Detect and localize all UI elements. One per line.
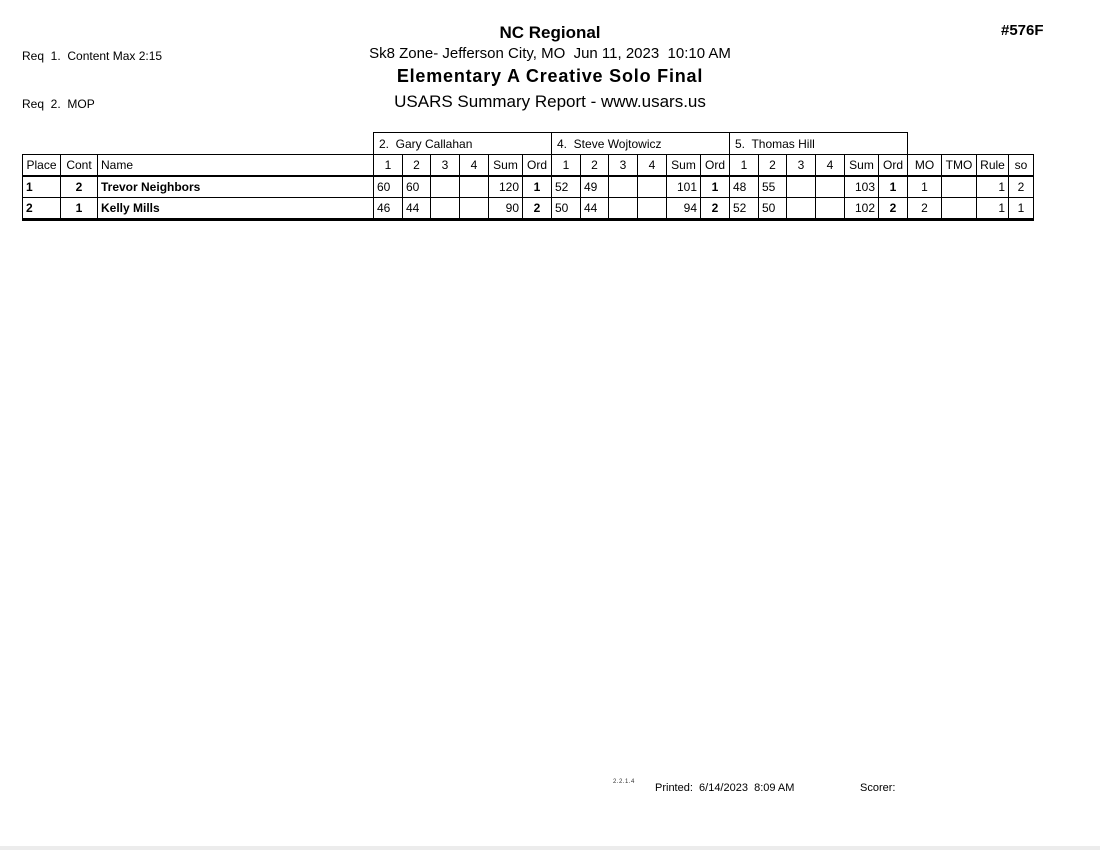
j2-score1-header: 1 (552, 155, 581, 177)
event-title: Elementary A Creative Solo Final (396, 66, 704, 86)
scorer-label: Scorer: (860, 782, 896, 794)
cont-header: Cont (61, 155, 98, 177)
sum-cell: 120 (489, 176, 523, 198)
j2-score3-header: 3 (609, 155, 638, 177)
score-cell: 44 (581, 198, 609, 220)
score-cell (816, 176, 845, 198)
sum-cell: 103 (845, 176, 879, 198)
score-cell (638, 176, 667, 198)
mo-header: MO (908, 155, 942, 177)
j1-score3-header: 3 (431, 155, 460, 177)
j1-sum-header: Sum (489, 155, 523, 177)
j3-score2-header: 2 (759, 155, 787, 177)
j2-ord-header: Ord (701, 155, 730, 177)
result-row (23, 198, 1034, 220)
score-cell: 52 (552, 176, 581, 198)
skater-name: Trevor Neighbors (98, 176, 374, 198)
j3-score3-header: 3 (787, 155, 816, 177)
judge-row-left-spacer (23, 133, 374, 155)
place-cell: 2 (23, 198, 61, 220)
tmo-cell (942, 176, 977, 198)
place-cell: 1 (23, 176, 61, 198)
place-header: Place (23, 155, 61, 177)
event-number: #576F (1001, 22, 1044, 39)
skater-name: Kelly Mills (98, 198, 374, 220)
ord-cell: 1 (879, 176, 908, 198)
tmo-header: TMO (942, 155, 977, 177)
score-cell: 48 (730, 176, 759, 198)
j1-score1-header: 1 (374, 155, 403, 177)
report-title: USARS Summary Report - www.usars.us (394, 92, 706, 111)
ord-cell: 2 (879, 198, 908, 220)
j3-sum-header: Sum (845, 155, 879, 177)
judge-header-row (23, 133, 1034, 155)
score-cell (787, 198, 816, 220)
judge-name-2: 4. Steve Wojtowicz (552, 133, 730, 155)
req-line-1: Req 1. Content Max 2:15 (22, 49, 163, 63)
score-cell: 52 (730, 198, 759, 220)
so-header: so (1009, 155, 1034, 177)
printed-timestamp: Printed: 6/14/2023 8:09 AM (655, 782, 795, 794)
score-cell (609, 198, 638, 220)
name-header: Name (98, 155, 374, 177)
judge-name-3: 5. Thomas Hill (730, 133, 908, 155)
j2-sum-header: Sum (667, 155, 701, 177)
competition-title: NC Regional (499, 23, 601, 42)
result-row (23, 176, 1034, 198)
score-cell (431, 198, 460, 220)
j3-ord-header: Ord (879, 155, 908, 177)
score-cell (816, 198, 845, 220)
page-bottom-edge (0, 846, 1100, 850)
j1-score4-header: 4 (460, 155, 489, 177)
column-header-row (23, 155, 1034, 177)
req-line-2: Req 2. MOP (22, 97, 95, 111)
results-table (22, 132, 1034, 221)
sum-cell: 94 (667, 198, 701, 220)
judge-row-right-spacer (908, 133, 1034, 155)
software-version: 2.2.1.4 (613, 779, 635, 785)
cont-cell: 1 (61, 198, 98, 220)
j2-score4-header: 4 (638, 155, 667, 177)
score-cell: 49 (581, 176, 609, 198)
score-cell: 46 (374, 198, 403, 220)
tmo-cell (942, 198, 977, 220)
rule-header: Rule (977, 155, 1009, 177)
mo-cell: 2 (908, 198, 942, 220)
score-cell (787, 176, 816, 198)
score-cell: 50 (552, 198, 581, 220)
score-cell: 60 (403, 176, 431, 198)
j1-ord-header: Ord (523, 155, 552, 177)
score-cell (431, 176, 460, 198)
score-cell (638, 198, 667, 220)
score-cell (460, 176, 489, 198)
so-cell: 1 (1009, 198, 1034, 220)
rule-cell: 1 (977, 176, 1009, 198)
j2-score2-header: 2 (581, 155, 609, 177)
j3-score4-header: 4 (816, 155, 845, 177)
score-cell: 60 (374, 176, 403, 198)
score-cell (609, 176, 638, 198)
ord-cell: 2 (701, 198, 730, 220)
ord-cell: 1 (701, 176, 730, 198)
j3-score1-header: 1 (730, 155, 759, 177)
j1-score2-header: 2 (403, 155, 431, 177)
score-cell: 50 (759, 198, 787, 220)
venue-date-line: Sk8 Zone- Jefferson City, MO Jun 11, 2023 10:10 AM (369, 45, 731, 62)
score-cell: 44 (403, 198, 431, 220)
title-block (0, 22, 1100, 114)
cont-cell: 2 (61, 176, 98, 198)
rule-cell: 1 (977, 198, 1009, 220)
judge-name-1: 2. Gary Callahan (374, 133, 552, 155)
mo-cell: 1 (908, 176, 942, 198)
score-cell: 55 (759, 176, 787, 198)
score-cell (460, 198, 489, 220)
so-cell: 2 (1009, 176, 1034, 198)
sum-cell: 102 (845, 198, 879, 220)
sum-cell: 101 (667, 176, 701, 198)
ord-cell: 2 (523, 198, 552, 220)
ord-cell: 1 (523, 176, 552, 198)
sum-cell: 90 (489, 198, 523, 220)
